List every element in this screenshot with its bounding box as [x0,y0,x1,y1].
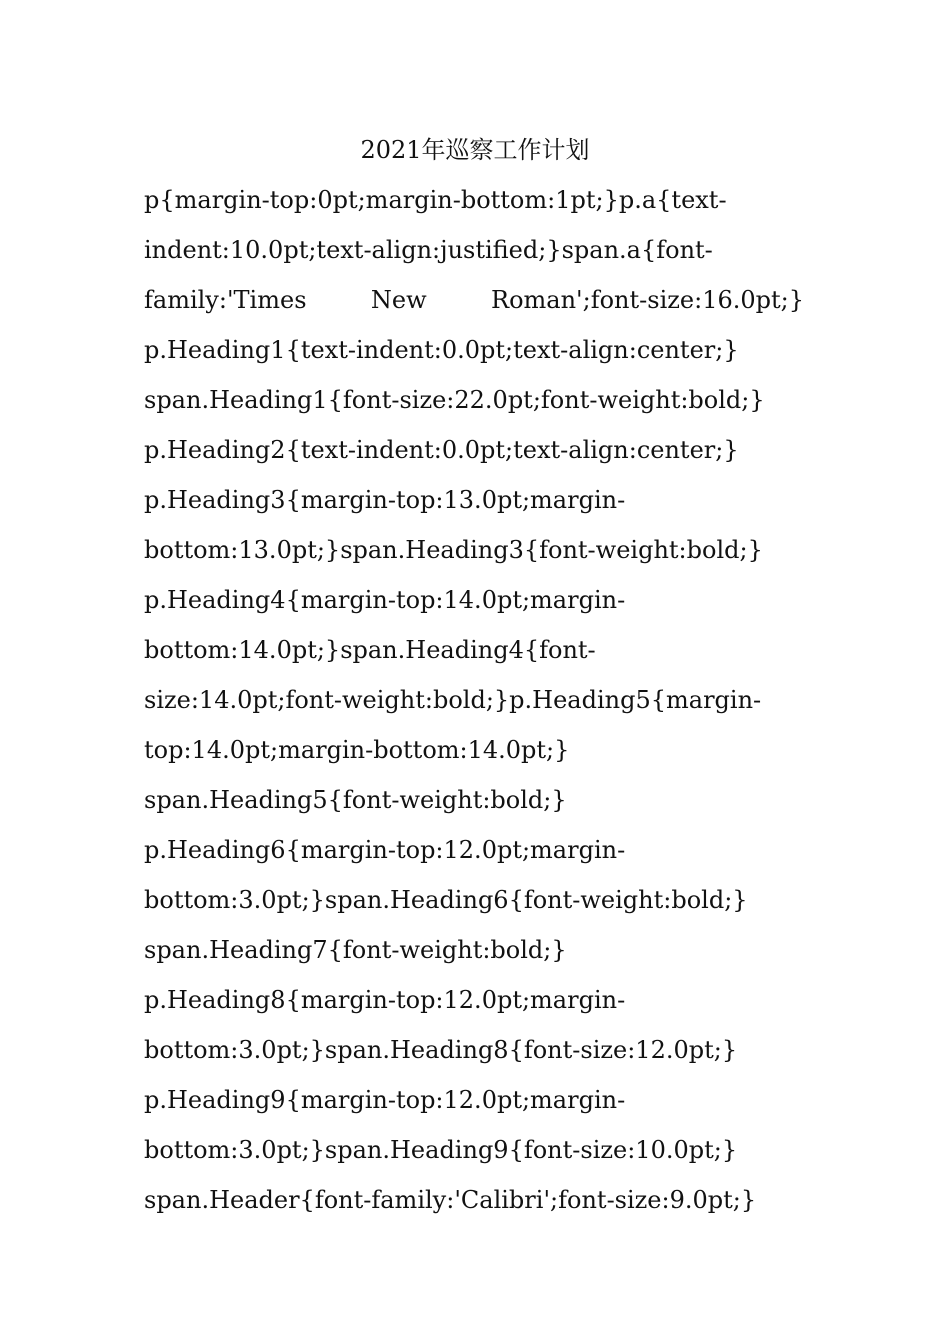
body-line: span.Header{font-family:'Calibri';font-size:9.0pt;} [144,1186,757,1214]
body-line: p.Heading9{margin-top:12.0pt;margin- [144,1086,626,1114]
body-line: bottom:14.0pt;}span.Heading4{font- [144,636,596,664]
body-line: p.Heading3{margin-top:13.0pt;margin- [144,486,626,514]
body-line: top:14.0pt;margin-bottom:14.0pt;} [144,736,570,764]
body-line: size:14.0pt;font-weight:bold;}p.Heading5{margin- [144,686,762,714]
body-line: bottom:13.0pt;}span.Heading3{font-weight:bold;} [144,536,763,564]
body-line: bottom:3.0pt;}span.Heading9{font-size:10.0pt;} [144,1136,738,1164]
body-line: span.Heading1{font-size:22.0pt;font-weight:bold;} [144,386,765,414]
body-line: family:'Times New Roman';font-size:16.0pt;} [144,286,804,314]
body-line: span.Heading5{font-weight:bold;} [144,786,567,814]
body-line: p.Heading8{margin-top:12.0pt;margin- [144,986,626,1014]
body-line: p{margin-top:0pt;margin-bottom:1pt;}p.a{text- [144,186,727,214]
body-line: p.Heading6{margin-top:12.0pt;margin- [144,836,626,864]
body-line: bottom:3.0pt;}span.Heading6{font-weight:bold;} [144,886,748,914]
body-line: bottom:3.0pt;}span.Heading8{font-size:12.0pt;} [144,1036,738,1064]
document-title: 2021年巡察工作计划 [360,136,590,164]
body-line: span.Heading7{font-weight:bold;} [144,936,567,964]
body-line: indent:10.0pt;text-align:justified;}span.a{font- [144,236,713,264]
body-line: p.Heading4{margin-top:14.0pt;margin- [144,586,626,614]
body-line: p.Heading2{text-indent:0.0pt;text-align:center;} [144,436,739,464]
body-line: p.Heading1{text-indent:0.0pt;text-align:center;} [144,336,739,364]
